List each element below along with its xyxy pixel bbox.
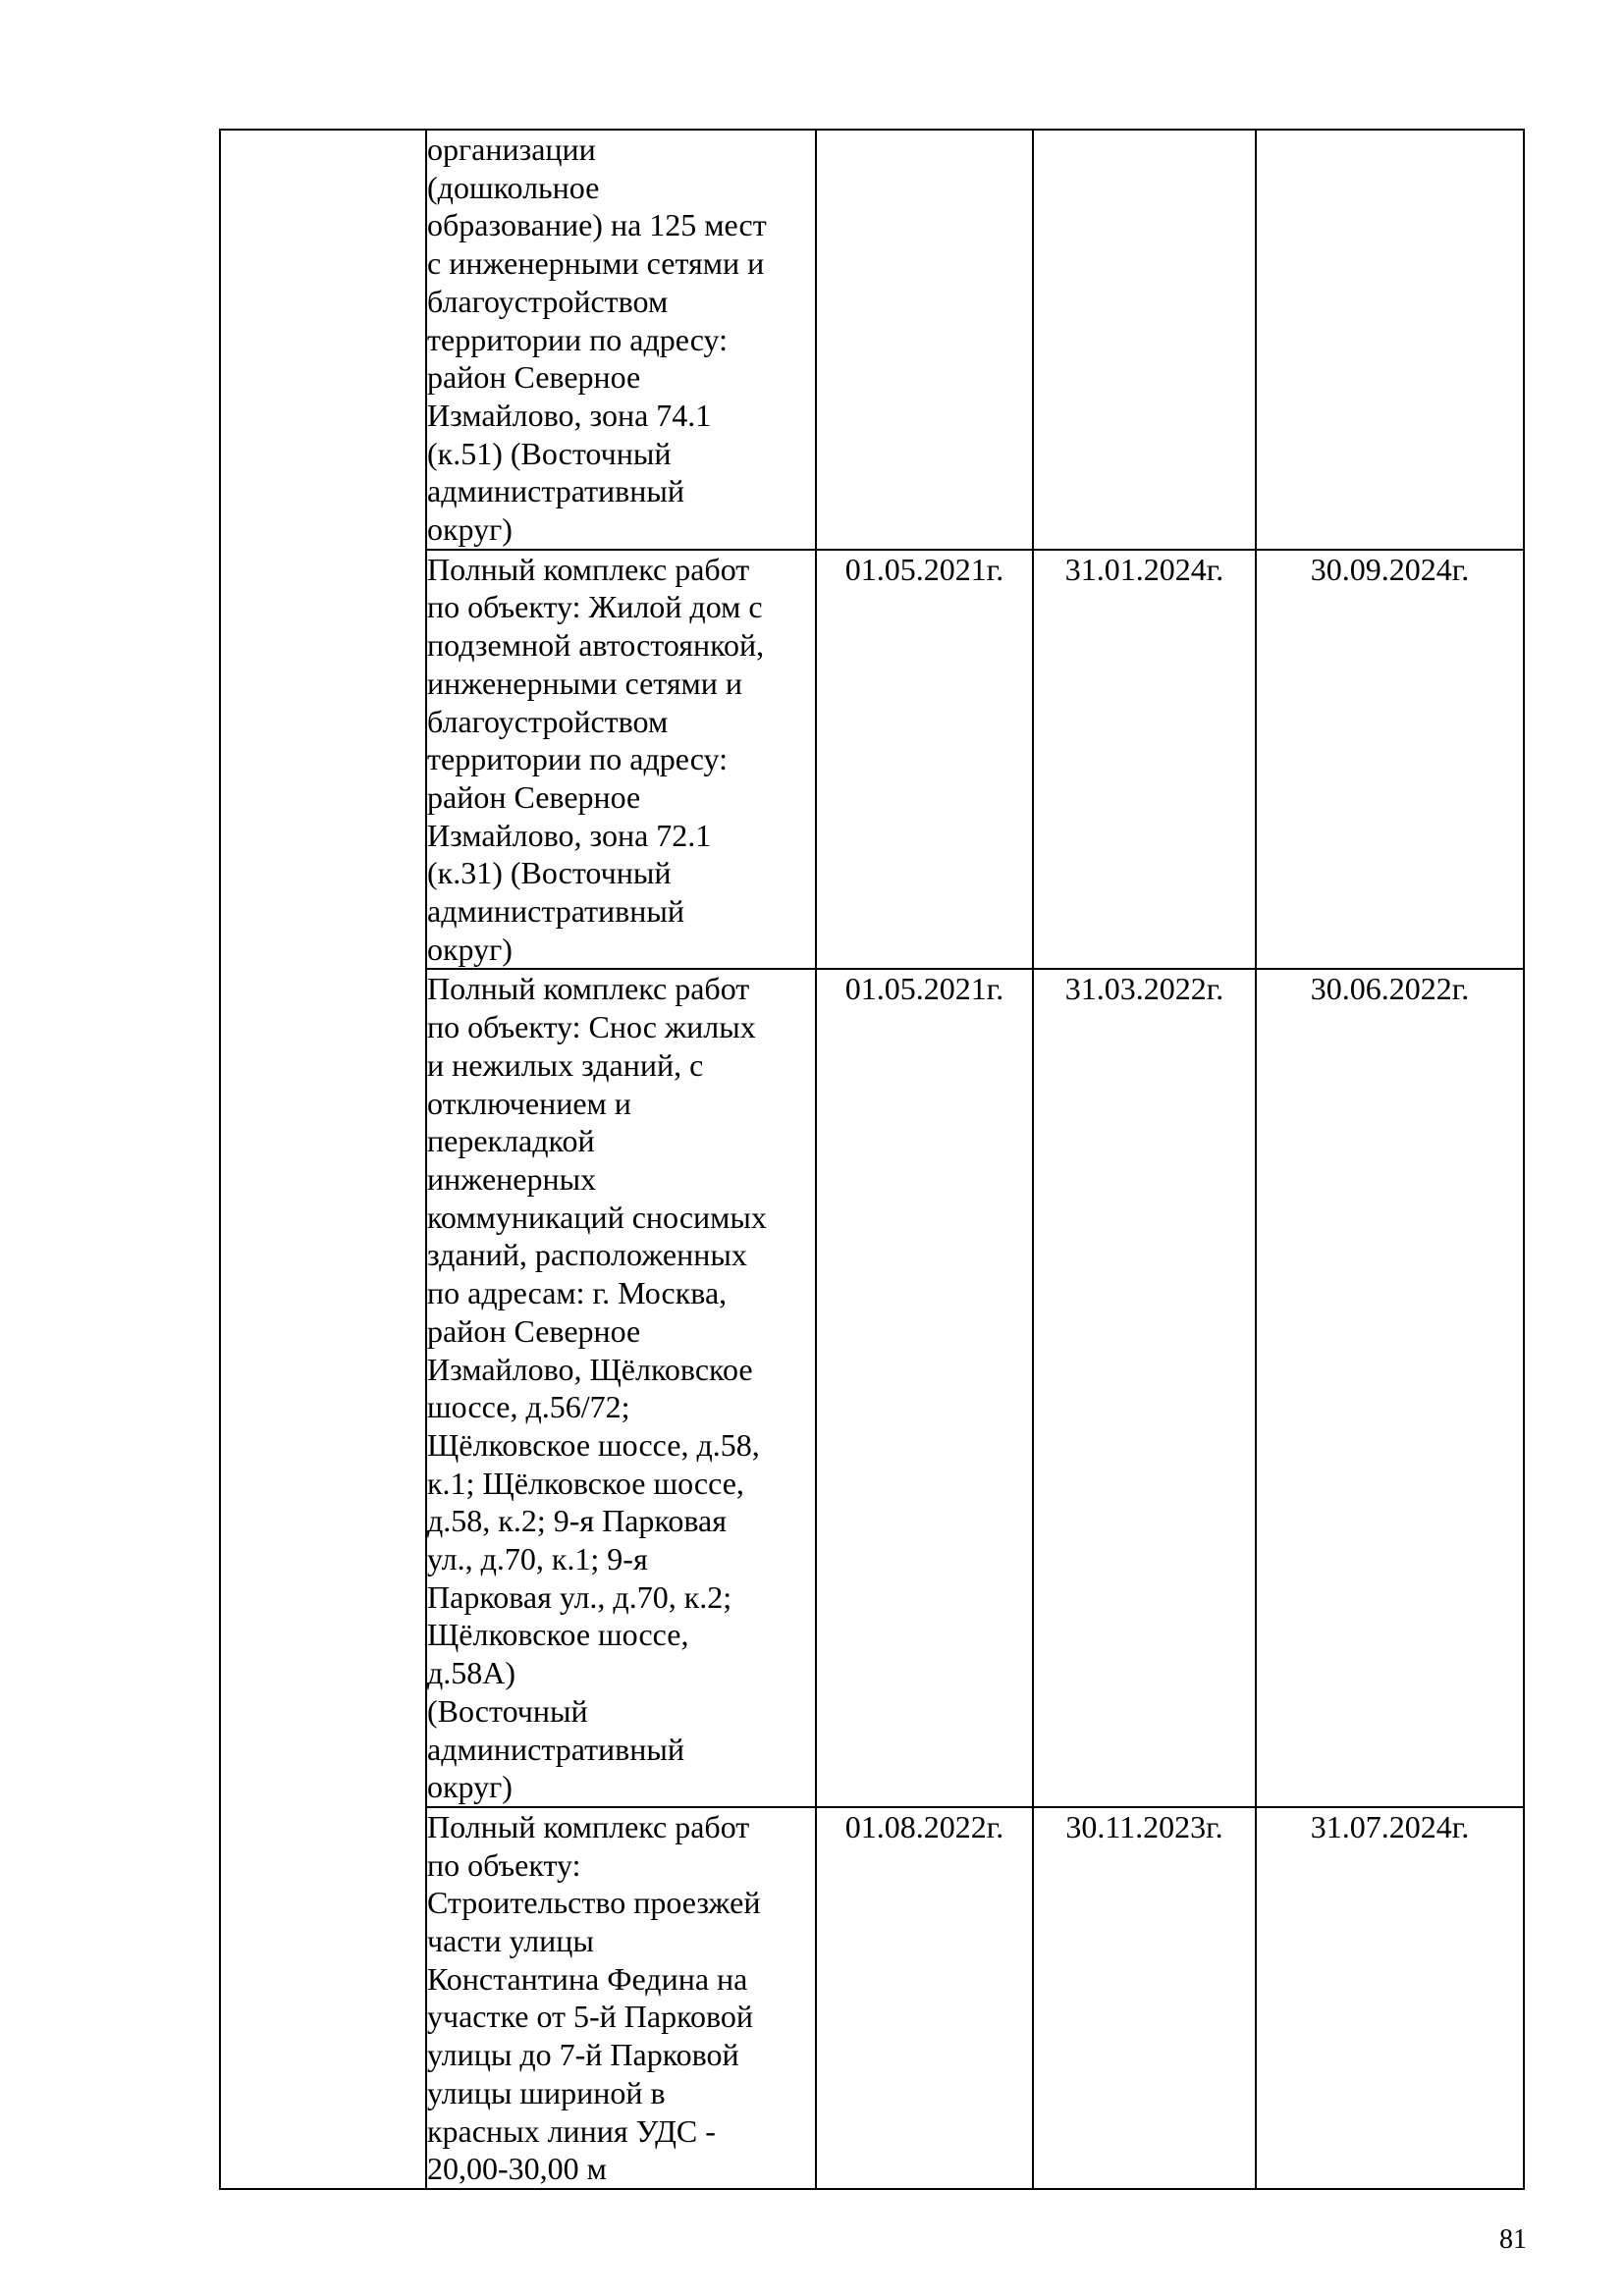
end-date-cell <box>1033 969 1256 1806</box>
work-description-cell <box>426 550 816 970</box>
start-date-cell <box>816 969 1033 1806</box>
work-description-cell <box>426 969 816 1806</box>
deadline-date-cell <box>1256 130 1524 550</box>
work-description-cell <box>426 1807 816 2189</box>
work-description: Полный комплекс работ по объекту: Снос жилых и нежилых зданий, с отключением и перекладкой инженерных коммуникаций сносимых зданий, расположенных по адресам: г. Москва, район Северное Измайлово, Щёлковское шоссе, д.56/72; Щёлковское шоссе, д.58, к.1; Щёлковское шоссе, д.58, к.2; 9-я Парковая ул., д.70, к.1; 9-я Парковая ул., д.70, к.2; Щёлковское шоссе, д.58А) (Восточный административный округ) <box>427 971 767 1805</box>
first-column-cell <box>220 130 426 2189</box>
start-date-cell <box>816 1807 1033 2189</box>
work-description: Полный комплекс работ по объекту: Жилой дом с подземной автостоянкой, инженерными сетями и благоустройством территории по адресу: район Северное Измайлово, зона 72.1 (к.31) (Восточный административный округ) <box>427 551 765 967</box>
end-date-cell <box>1033 1807 1256 2189</box>
end-date: 31.03.2022г. <box>1064 971 1224 1007</box>
table-row <box>220 130 1524 550</box>
deadline-date-cell <box>1256 1807 1524 2189</box>
deadline-date-cell <box>1256 969 1524 1806</box>
start-date: 01.08.2022г. <box>844 1808 1004 1844</box>
work-description: организации (дошкольное образование) на 125 мест с инженерными сетями и благоустройством территории по адресу: район Северное Измайлово, зона 74.1 (к.51) (Восточный административный округ) <box>427 132 767 548</box>
deadline-date: 31.07.2024г. <box>1310 1808 1470 1844</box>
start-date-cell <box>816 130 1033 550</box>
end-date: 30.11.2023г. <box>1065 1808 1223 1844</box>
end-date-cell <box>1033 550 1256 970</box>
deadline-date-cell <box>1256 550 1524 970</box>
end-date-cell <box>1033 130 1256 550</box>
start-date: 01.05.2021г. <box>844 551 1004 587</box>
works-schedule-table <box>219 129 1525 2190</box>
page-number: 81 <box>1499 2224 1527 2255</box>
end-date: 31.01.2024г. <box>1064 551 1224 587</box>
deadline-date: 30.06.2022г. <box>1310 971 1470 1007</box>
start-date-cell <box>816 550 1033 970</box>
work-description-cell <box>426 130 816 550</box>
start-date: 01.05.2021г. <box>844 971 1004 1007</box>
deadline-date: 30.09.2024г. <box>1310 551 1470 587</box>
work-description: Полный комплекс работ по объекту: Строительство проезжей части улицы Константина Федина на участке от 5-й Парковой улицы до 7-й Парковой улицы шириной в красных линия УДС - 20,00-30,00 м <box>427 1808 761 2187</box>
